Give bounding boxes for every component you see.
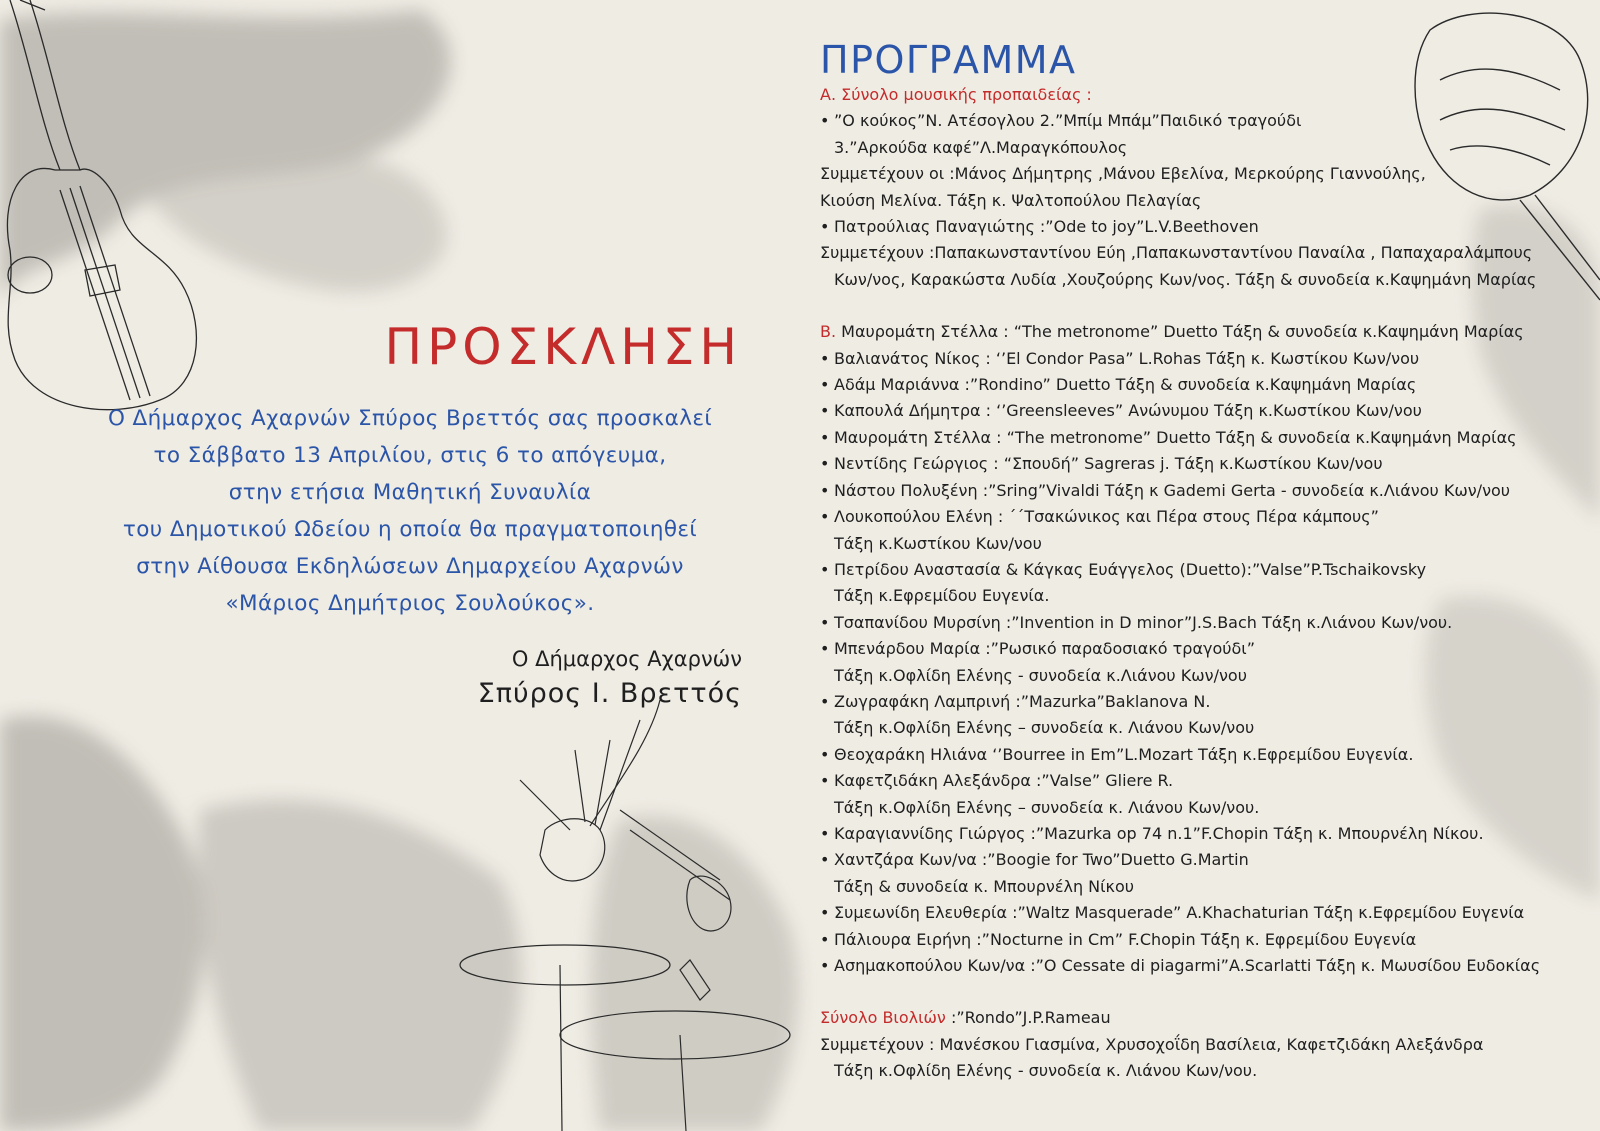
program-item: • Πατρούλιας Παναγιώτης :”Ode to joy”L.V.Beethoven [820,214,1590,240]
invitation-line: το Σάββατο 13 Απριλίου, στις 6 το απόγευμα, [153,443,667,468]
bullet-icon: • [820,639,830,659]
section-b-heading: Β. Μαυρομάτη Στέλλα : “The metronome” Duetto Τάξη & συνοδεία κ.Καψημάνη Μαρίας [820,322,1524,342]
bullet-icon: • [820,850,830,870]
invitation-line: «Μάριος Δημήτριος Σουλούκος». [225,591,595,616]
program-participants: Κων/νος, Καρακώστα Λυδία ,Χουζούρης Κων/νος. Τάξη & συνοδεία κ.Καψημάνη Μαρίας [834,269,1537,289]
bullet-icon: • [820,375,830,395]
bullet-icon: • [820,348,830,368]
program-participants: Κιούση Μελίνα. Τάξη κ. Ψαλτοπούλου Πελαγίας [820,190,1202,210]
program-item: • Λουκοπούλου Ελένη : ΄΄Τσακώνικος και Πέρα στους Πέρα κάμπους” [820,504,1590,530]
bullet-icon: • [820,401,830,421]
program-item: • Καραγιαννίδης Γιώργος :”Mazurka op 74 n.1”F.Chopin Τάξη κ. Μπουρνέλη Νίκου. [820,821,1590,847]
program-participants: Συμμετέχουν : Μανέσκου Γιασμίνα, Χρυσοχοΐδη Βασίλεια, Καφετζιδάκη Αλεξάνδρα [820,1034,1484,1054]
program-participants: Συμμετέχουν οι :Μάνος Δήμητρης ,Μάνου Εβελίνα, Μερκούρης Γιαννούλης, [820,164,1426,184]
bullet-icon: • [820,823,830,843]
program-item: • Νάστου Πολυξένη :”Sring”Vivaldi Τάξη κ Gademi Gerta - συνοδεία κ.Λιάνου Κων/νου [820,478,1590,504]
invitation-line: του Δημοτικού Ωδείου η οποία θα πραγματοποιηθεί [122,517,698,542]
program-panel [820,36,1590,1085]
invitation-text [70,400,750,622]
section-b-list [820,346,1590,980]
program-item-cont: Τάξη & συνοδεία κ. Μπουρνέλη Νίκου [834,876,1135,896]
program-item-cont: Τάξη κ.Εφρεμίδου Ευγενία. [834,586,1050,606]
bullet-icon: • [820,480,830,500]
program-item: • Καπουλά Δήμητρα : ‘’Greensleeves” Ανώνυμου Τάξη κ.Κωστίκου Κων/νου [820,398,1590,424]
program-participants: Συμμετέχουν :Παπακωνσταντίνου Εύη ,Παπακωνσταντίνου Παναίλα , Παπαχαραλάμπους [820,243,1533,263]
invitation-line: Ο Δήμαρχος Αχαρνών Σπύρος Βρεττός σας προσκαλεί [107,406,713,431]
bullet-icon: • [820,903,830,923]
signature-block [478,644,742,714]
program-item-cont: Τάξη κ.Οφλίδη Ελένης - συνοδεία κ.Λιάνου Κων/νου [834,665,1247,685]
section-c-label: Σύνολο Βιολιών [820,1008,946,1028]
invitation-panel [70,300,750,740]
program-item: • Συμεωνίδη Ελευθερία :”Waltz Masquerade” A.Khachaturian Τάξη κ.Εφρεμίδου Ευγενία [820,900,1590,926]
program-item: • Ζωγραφάκη Λαμπρινή :”Mazurka”Baklanova N. [820,689,1590,715]
program-title: ΠΡΟΓΡΑΜΜΑ [820,38,1077,82]
program-item: • Μαυρομάτη Στέλλα : “The metronome” Duetto Τάξη & συνοδεία κ.Καψημάνη Μαρίας [820,425,1590,451]
bullet-icon: • [820,111,830,131]
program-item: • Χαντζάρα Κων/να :”Boogie for Two”Duetto G.Martin [820,847,1590,873]
invitation-line: στην Αίθουσα Εκδηλώσεων Δημαρχείου Αχαρνών [136,554,684,579]
section-a-heading: Α. Σύνολο μουσικής προπαιδείας : [820,85,1092,104]
bullet-icon: • [820,771,830,791]
program-item: • Τσαπανίδου Μυρσίνη :”Invention in D minor”J.S.Bach Τάξη κ.Λιάνου Κων/νου. [820,610,1590,636]
program-item: • Αδάμ Μαριάννα :”Rondino” Duetto Τάξη & συνοδεία κ.Καψημάνη Μαρίας [820,372,1590,398]
program-item: • Νεντίδης Γεώργιος : “Σπουδή” Sagreras j. Τάξη κ.Κωστίκου Κων/νου [820,451,1590,477]
bullet-icon: • [820,507,830,527]
invitation-line: στην ετήσια Μαθητική Συναυλία [228,480,592,505]
program-item-cont: Τάξη κ.Κωστίκου Κων/νου [834,533,1042,553]
signature-name: Σπύρος Ι. Βρεττός [477,678,742,709]
program-item: • Μπενάρδου Μαρία :”Ρωσικό παραδοσιακό τραγούδι” [820,636,1590,662]
bullet-icon: • [820,427,830,447]
bullet-icon: • [820,691,830,711]
signature-role: Ο Δήμαρχος Αχαρνών [511,647,742,671]
bullet-icon: • [820,744,830,764]
program-item-cont: Τάξη κ.Οφλίδη Ελένης – συνοδεία κ. Λιάνου Κων/νου. [834,797,1260,817]
bullet-icon: • [820,929,830,949]
invitation-title: ΠΡΟΣΚΛΗΣΗ [384,318,742,376]
program-item: • Καφετζιδάκη Αλεξάνδρα :”Valse” Gliere R. [820,768,1590,794]
program-participants: Τάξη κ.Οφλίδη Ελένης - συνοδεία κ. Λιάνου Κων/νου. [834,1061,1258,1081]
bullet-icon: • [820,612,830,632]
program-item: • Πάλιουρα Ειρήνη :”Nocturne in Cm” F.Chopin Τάξη κ. Εφρεμίδου Ευγενία [820,927,1590,953]
program-item: • Πετρίδου Αναστασία & Κάγκας Ευάγγελος (Duetto):”Valse”P.Tschaikovsky [820,557,1590,583]
program-item: • Ασημακοπούλου Κων/να :”O Cessate di piagarmi”A.Scarlatti Τάξη κ. Μωυσίδου Ευδοκίας [820,953,1590,979]
program-item: • Θεοχαράκη Ηλιάνα ‘’Bourree in Em”L.Mozart Τάξη κ.Εφρεμίδου Ευγενία. [820,742,1590,768]
program-item: • ”Ο κούκος”Ν. Ατέσογλου 2.”Μπίμ Μπάμ”Παιδικό τραγούδι [820,108,1590,134]
bullet-icon: • [820,217,830,237]
program-item-cont: 3.”Αρκούδα καφέ”Λ.Μαραγκόπουλος [834,137,1128,157]
bullet-icon: • [820,559,830,579]
section-c-heading: Σύνολο Βιολιών :”Rondo”J.P.Rameau [820,1008,1111,1028]
program-item-cont: Τάξη κ.Οφλίδη Ελένης – συνοδεία κ. Λιάνου Κων/νου [834,718,1255,738]
bullet-icon: • [820,956,830,975]
bullet-icon: • [820,454,830,474]
section-b-label: Β. [820,322,837,342]
program-item: • Βαλιανάτος Νίκος : ‘’El Condor Pasa” L.Rohas Τάξη κ. Κωστίκου Κων/νου [820,346,1590,372]
